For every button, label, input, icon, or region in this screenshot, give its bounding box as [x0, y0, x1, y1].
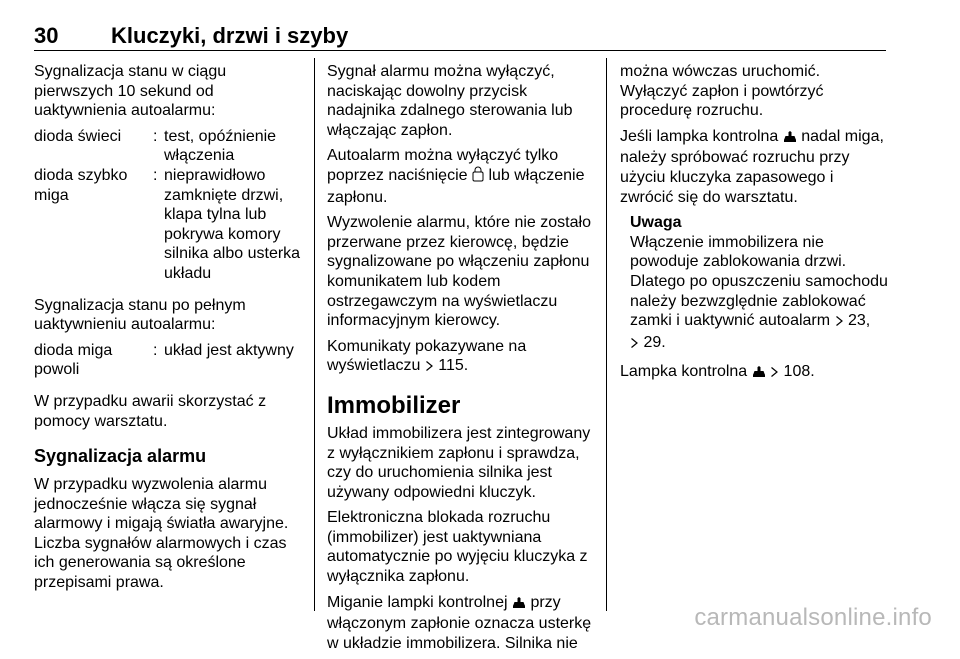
paragraph-text: Jeśli lampka kontrolna	[620, 127, 779, 145]
table-row	[34, 127, 308, 166]
paragraph-text: Komunikaty pokazywane na wyświetlaczu	[327, 337, 527, 375]
note-body	[630, 233, 890, 355]
column-right	[620, 62, 890, 390]
paragraph: Wyzwolenie alarmu, które nie zostało przerwane przez kierowcę, będzie sygnalizowane po włączeniu zapłonu komunikatem lub kodem ostrzegawczym na wyświetlaczu informacyjnym kierowcy.	[327, 214, 591, 330]
status-table-armed	[34, 341, 308, 380]
car-key-warning-icon	[512, 595, 526, 615]
led-state: dioda świeci	[34, 127, 122, 145]
paragraph	[327, 593, 599, 654]
paragraph	[327, 337, 599, 378]
column-left	[34, 62, 308, 599]
car-key-warning-icon	[752, 364, 766, 384]
column-divider	[606, 58, 607, 611]
alarm-heading: Sygnalizacja alarmu	[34, 446, 207, 467]
page-reference[interactable]: 115.	[438, 357, 469, 375]
paragraph-text: Lampka kontrolna	[620, 363, 748, 381]
page-reference-arrow-icon	[835, 313, 844, 333]
page-reference-arrow-icon	[425, 358, 434, 378]
immobilizer-heading: Immobilizer	[327, 391, 461, 419]
table-row	[34, 166, 308, 284]
page-reference[interactable]: 29.	[643, 333, 666, 351]
led-meaning: nieprawidłowo zamknięte drzwi, klapa tylna lub pokrywa komory silnika albo usterka układu	[164, 166, 301, 282]
paragraph: Układ immobilizera jest zintegrowany z wyłącznikiem zapłonu i sprawdza, czy do uruchomienia silnika jest używany odpowiedni kluczyk.	[327, 424, 591, 501]
led-meaning: test, opóźnienie włączenia	[164, 127, 277, 165]
paragraph: Sygnał alarmu można wyłączyć, naciskając dowolny przycisk nadajnika zdalnego sterowania lub włączając zapłon.	[327, 63, 573, 139]
column-divider	[314, 58, 315, 611]
intro-paragraph: Sygnalizacja stanu w ciągu pierwszych 10 sekund od uaktywnienia autoalarmu:	[34, 63, 227, 120]
alarm-paragraph: W przypadku wyzwolenia alarmu jednocześnie włącza się sygnał alarmowy i migają światła awaryjne. Liczba sygnałów alarmowych i czas ich generowania są określone przepisami prawa.	[34, 476, 289, 592]
separator: :	[153, 341, 158, 359]
failure-paragraph: W przypadku awarii skorzystać z pomocy warsztatu.	[34, 392, 267, 430]
table-row	[34, 341, 308, 380]
separator: :	[153, 166, 158, 184]
status-table-initial	[34, 127, 308, 284]
paragraph	[327, 146, 599, 207]
separator: :	[153, 127, 158, 145]
page-reference[interactable]: 23,	[847, 312, 871, 330]
led-state: dioda szybko miga	[34, 166, 128, 204]
lock-button-icon	[472, 166, 484, 188]
page-number: 30	[34, 23, 59, 48]
paragraph	[620, 127, 890, 207]
intro-paragraph: Sygnalizacja stanu po pełnym uaktywnieniu autoalarmu:	[34, 296, 246, 334]
page-reference-arrow-icon	[770, 364, 779, 384]
paragraph	[620, 362, 890, 384]
page-header	[34, 23, 886, 53]
paragraph: Elektroniczna blokada rozruchu (immobilizer) jest uaktywniana automatycznie po wyjęciu kluczyka z wyłącznika zapłonu.	[327, 509, 588, 586]
page-reference[interactable]: 108.	[783, 363, 815, 381]
paragraph: można wówczas uruchomić. Wyłączyć zapłon i powtórzyć procedurę rozruchu.	[620, 63, 824, 120]
paragraph-text: przy włączonym zapłonie oznacza usterkę w układzie immobilizera. Silnika nie	[327, 593, 592, 652]
note-text: Włączenie immobilizera nie powoduje zablokowania drzwi. Dlatego po opuszczeniu samochodu należy bezwzględnie zablokować zamki i uaktywnić autoalarm	[630, 233, 888, 330]
led-state: dioda miga powoli	[34, 341, 113, 379]
paragraph-text: lub włączenie zapłonu.	[327, 166, 585, 206]
column-middle	[327, 62, 599, 659]
note-title: Uwaga	[630, 214, 682, 232]
paragraph-text: Autoalarm można wyłączyć tylko poprzez naciśnięcie	[327, 147, 559, 184]
watermark: carmanualsonline.info	[694, 604, 932, 631]
page-reference-arrow-icon	[630, 335, 639, 355]
paragraph-text: nadal miga, należy spróbować rozruchu przy użyciu kluczyka zapasowego i zwrócić się do warsztatu.	[620, 127, 884, 206]
car-key-warning-icon	[783, 129, 797, 149]
chapter-title: Kluczyki, drzwi i szyby	[111, 23, 349, 48]
led-meaning: układ jest aktywny	[164, 341, 294, 359]
header-divider	[34, 50, 886, 51]
paragraph-text: Miganie lampki kontrolnej	[327, 593, 508, 611]
note-box	[630, 213, 890, 354]
